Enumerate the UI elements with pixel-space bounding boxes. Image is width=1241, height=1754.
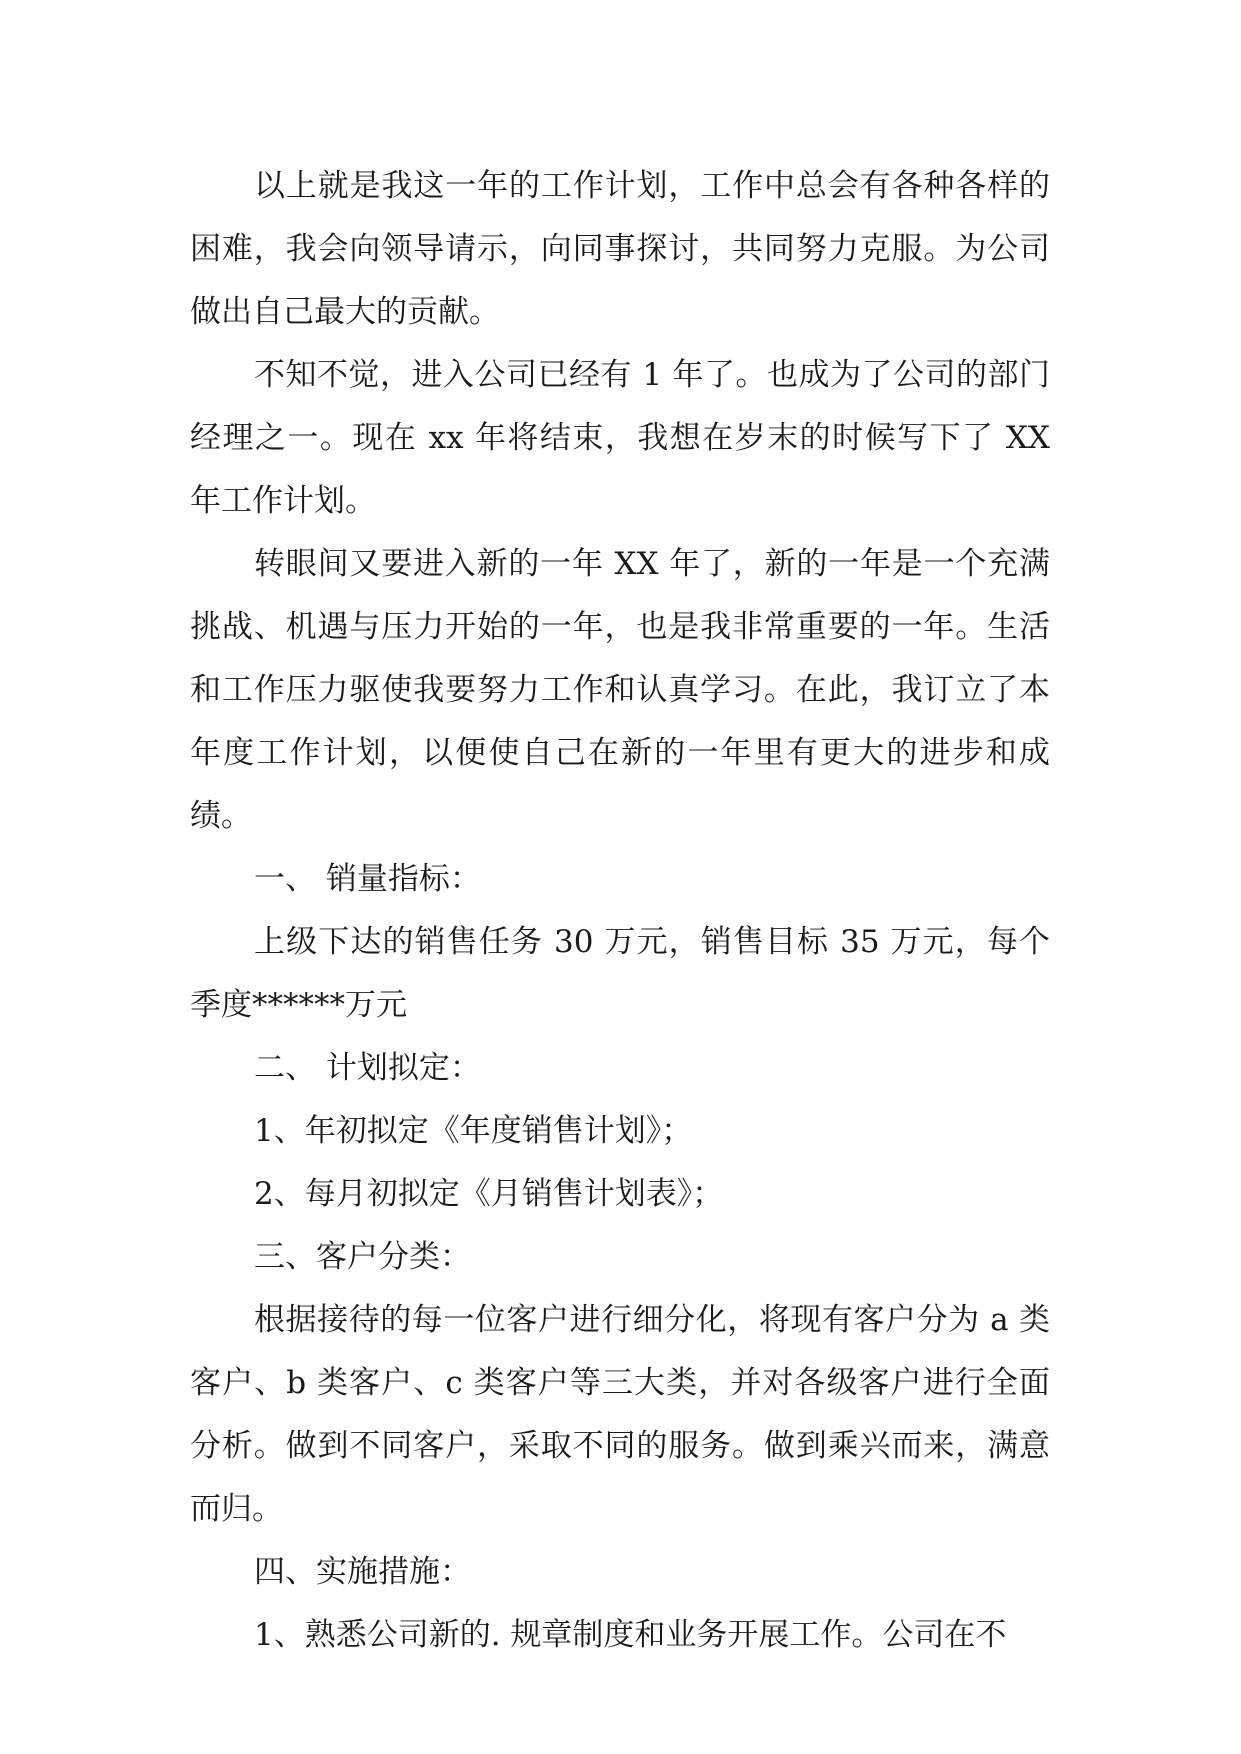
- list-item-monthly-plan: 2、每月初拟定《月销售计划表》；: [254, 1176, 724, 1212]
- paragraph-customers: 根据接待的每一位客户进行细分化，将现有客户分为 a 类客户、b 类客户、c 类客户等三大类，并对各级客户进行全面分析。做到不同客户，采取不同的服务。做到乘兴而来，满意而归。: [190, 1302, 1050, 1527]
- section-heading-plan: 二、 计划拟定：: [254, 1050, 481, 1086]
- section-heading-sales-target: 一、 销量指标：: [254, 861, 481, 897]
- document-body: [190, 155, 1050, 1667]
- paragraph-sales-target: 上级下达的销售任务 30 万元，销售目标 35 万元，每个季度******万元: [190, 924, 1050, 1023]
- list-item-measure-1: 1、熟悉公司新的. 规章制度和业务开展工作。公司在不: [254, 1617, 1007, 1653]
- section-heading-measures: 四、实施措施：: [254, 1554, 471, 1590]
- section-heading-customers: 三、客户分类：: [254, 1239, 471, 1275]
- paragraph-summary: 以上就是我这一年的工作计划，工作中总会有各种各样的困难，我会向领导请示，向同事探讨，共同努力克服。为公司做出自己最大的贡献。: [190, 168, 1050, 330]
- paragraph-new-year: 转眼间又要进入新的一年 XX 年了，新的一年是一个充满挑战、机遇与压力开始的一年，也是我非常重要的一年。生活和工作压力驱使我要努力工作和认真学习。在此，我订立了本年度工作计划，以便使自己在新的一年里有更大的进步和成绩。: [190, 546, 1050, 834]
- paragraph-intro: 不知不觉，进入公司已经有 1 年了。也成为了公司的部门经理之一。现在 xx 年将结束，我想在岁末的时候写下了 XX 年工作计划。: [190, 357, 1050, 519]
- list-item-annual-plan: 1、年初拟定《年度销售计划》；: [254, 1113, 693, 1149]
